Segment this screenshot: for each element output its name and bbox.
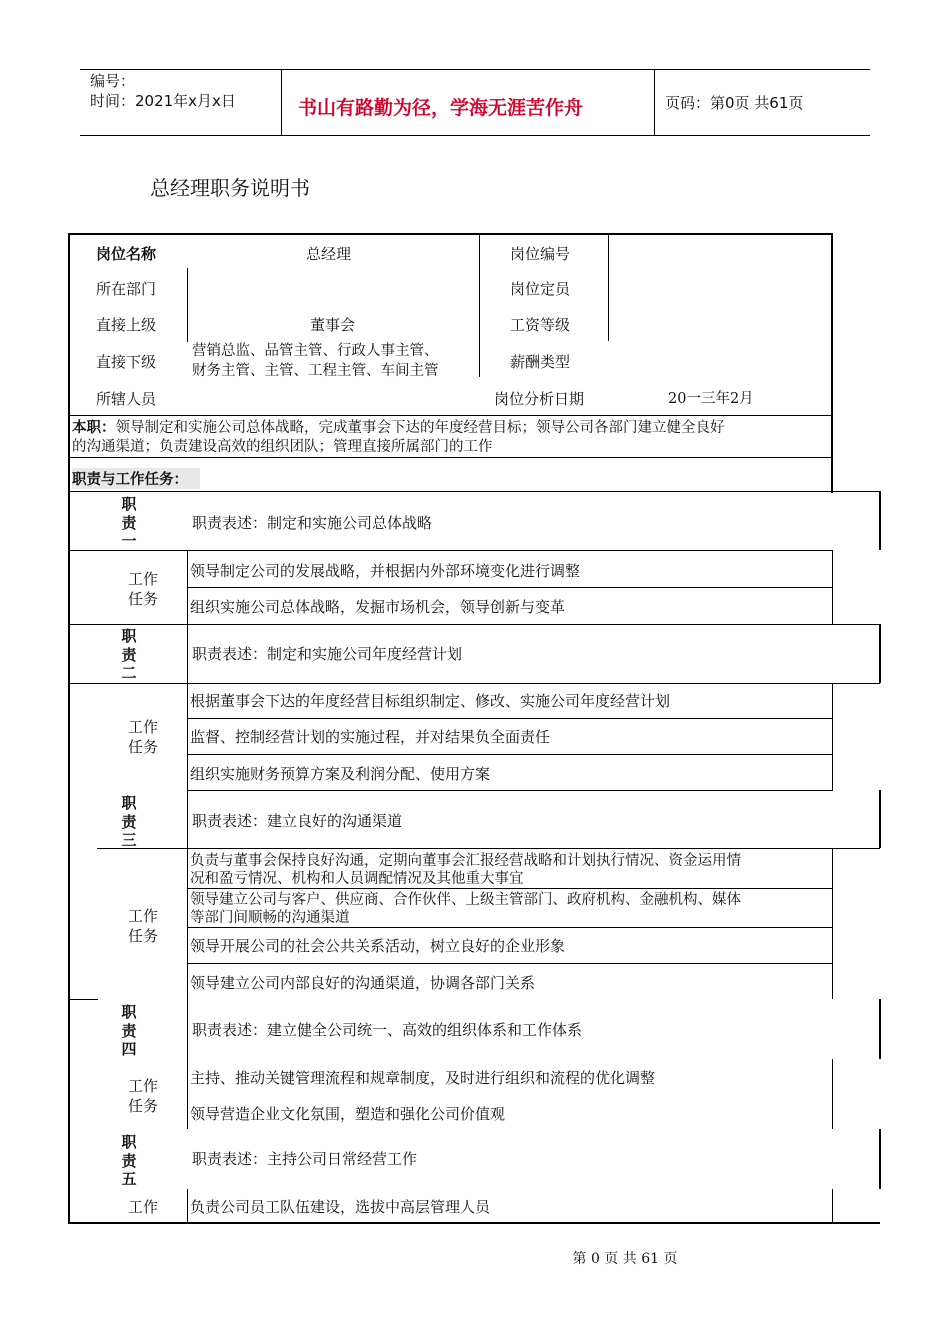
task-label: 工作 — [128, 907, 159, 925]
duty-char: 三 — [121, 831, 137, 849]
duty-char: 二 — [121, 664, 137, 682]
duty-2-task-1: 根据董事会下达的年度经营目标组织制定、修改、实施公司年度经营计划 — [190, 692, 671, 710]
duty-4-desc: 职责表述：建立健全公司统一、高效的组织体系和工作体系 — [192, 1021, 583, 1039]
subordinate-label: 直接下级 — [96, 353, 157, 371]
analysis-date-value: 20一三年2月 — [668, 391, 754, 407]
row-rule-stub — [68, 999, 98, 1000]
duty-char: 一 — [121, 532, 137, 550]
duty-2-task-2: 监督、控制经营计划的实施过程，并对结果负全面责任 — [190, 728, 551, 746]
duty-3-task-2-line1: 领导建立公司与客户、供应商、合作伙伴、上级主管部门、政府机构、金融机构、媒体 — [190, 892, 741, 908]
page-indicator: 页码：第0页 共61页 — [665, 94, 804, 112]
pay-type-label: 薪酬类型 — [510, 353, 571, 371]
duty-4-task-2: 领导营造企业文化氛围，塑造和强化公司价值观 — [190, 1105, 506, 1123]
table-left-border — [68, 233, 70, 1224]
desc-col-divider — [187, 999, 188, 1059]
duty-char: 责 — [121, 812, 137, 831]
right-border-seg — [879, 790, 881, 848]
task-rule — [187, 790, 833, 791]
right-border-seg — [879, 999, 881, 1059]
header-bottom-rule — [80, 135, 870, 136]
duty-char: 职 — [121, 1133, 137, 1151]
duty-char: 职 — [121, 495, 137, 513]
duty-char: 职 — [121, 1003, 137, 1021]
duty-char: 五 — [121, 1170, 137, 1188]
duty-char: 四 — [121, 1040, 137, 1058]
duty-4-label — [118, 1003, 140, 1059]
subordinate-value-line1: 营销总监、品管主管、行政人事主管、 — [192, 343, 439, 359]
task-rule — [187, 888, 833, 889]
post-no-label: 岗位编号 — [510, 245, 571, 263]
duties-heading-rule — [68, 491, 880, 492]
task-rule — [187, 718, 833, 719]
duty-5-desc: 职责表述：主持公司日常经营工作 — [192, 1150, 418, 1168]
doc-number-label: 编号： — [90, 72, 136, 90]
task-label: 工作 — [128, 570, 159, 588]
duty-summary-label: 本职： — [72, 420, 116, 436]
summary-bottom-rule — [68, 457, 833, 458]
desc-col-divider — [187, 790, 188, 848]
duties-heading: 职责与工作任务： — [72, 468, 200, 489]
task-rule — [187, 927, 833, 928]
duty-3-task-4: 领导建立公司内部良好的沟通渠道，协调各部门关系 — [190, 974, 536, 992]
page-footer: 第 0 页 共 61 页 — [572, 1251, 678, 1267]
task-right-border — [832, 683, 833, 790]
table-right-border — [831, 233, 833, 493]
duty-char: 职 — [121, 627, 137, 645]
grade-label: 工资等级 — [510, 316, 571, 334]
task-col-divider — [187, 848, 188, 999]
task-rule — [187, 587, 833, 588]
duty-3-task-1-line2: 况和盈亏情况、机构和人员调配情况及其他重大事宜 — [190, 871, 524, 887]
info-col-divider — [479, 233, 480, 377]
subordinate-value-line2: 财务主管、主管、工程主管、车间主管 — [192, 363, 439, 379]
task-label: 任务 — [128, 590, 159, 608]
task-right-border — [832, 848, 833, 999]
task-label: 任务 — [128, 738, 159, 756]
duty-1-desc: 职责表述：制定和实施公司总体战略 — [192, 514, 433, 532]
post-name-label: 岗位名称 — [96, 245, 157, 263]
task-label: 工作 — [128, 718, 159, 736]
task-right-border — [832, 1189, 833, 1223]
duty-summary-line1 — [72, 419, 725, 437]
right-border-seg — [879, 624, 881, 683]
info-col-divider — [187, 268, 188, 342]
analysis-date-label: 岗位分析日期 — [494, 390, 585, 408]
header-top-rule — [80, 69, 870, 70]
duty-1-label — [118, 495, 140, 551]
row-rule — [97, 848, 880, 849]
duty-5-label — [118, 1133, 140, 1189]
duty-summary-line2: 的沟通渠道；负责建设高效的组织团队；管理直接所属部门的工作 — [72, 439, 493, 455]
quota-label: 岗位定员 — [510, 280, 571, 298]
task-rule — [187, 963, 833, 964]
task-label: 任务 — [128, 1097, 159, 1115]
motto: 书山有路勤为径，学海无涯苦作舟 — [298, 97, 584, 119]
doc-date: 时间：2021年x月x日 — [90, 92, 236, 110]
info-col-divider — [608, 233, 609, 341]
table-top-border — [68, 233, 833, 235]
duty-3-task-2-line2: 等部门间顺畅的沟通渠道 — [190, 910, 350, 926]
right-border-seg — [879, 1129, 881, 1189]
duty-3-task-3: 领导开展公司的社会公共关系活动，树立良好的企业形象 — [190, 937, 566, 955]
duty-5-task-1: 负责公司员工队伍建设，选拔中高层管理人员 — [190, 1198, 491, 1216]
superior-value: 董事会 — [310, 316, 356, 334]
post-name-value: 总经理 — [306, 245, 352, 263]
superior-label: 直接上级 — [96, 316, 157, 334]
task-label: 工作 — [128, 1077, 159, 1095]
table-bottom-border — [68, 1222, 880, 1224]
right-border-seg — [879, 491, 881, 550]
duty-summary-text: 领导制定和实施公司总体战略，完成董事会下达的年度经营目标；领导公司各部门建立健全良好 — [115, 420, 725, 436]
task-label: 工作 — [128, 1198, 159, 1216]
duty-3-label — [118, 794, 140, 850]
duty-char: 责 — [121, 1151, 137, 1170]
header-divider — [281, 69, 282, 135]
duty-2-task-3: 组织实施财务预算方案及利润分配、使用方案 — [190, 765, 491, 783]
desc-col-divider — [187, 624, 188, 683]
task-rule — [187, 754, 833, 755]
duty-char: 职 — [121, 794, 137, 812]
duty-1-task-2: 组织实施公司总体战略，发掘市场机会，领导创新与变革 — [190, 598, 566, 616]
dept-label: 所在部门 — [96, 280, 157, 298]
task-col-divider — [187, 1189, 188, 1223]
info-bottom-rule — [68, 415, 833, 416]
duty-char: 责 — [121, 645, 137, 664]
duty-char: 责 — [121, 1021, 137, 1040]
task-col-divider — [187, 683, 188, 790]
row-rule — [68, 683, 880, 684]
header-divider — [654, 69, 655, 135]
row-rule — [68, 624, 880, 625]
duty-2-desc: 职责表述：制定和实施公司年度经营计划 — [192, 645, 463, 663]
duty-1-task-1: 领导制定公司的发展战略，并根据内外部环境变化进行调整 — [190, 562, 581, 580]
document-title: 总经理职务说明书 — [150, 176, 310, 200]
staff-label: 所辖人员 — [96, 390, 157, 408]
duty-4-task-1: 主持、推动关键管理流程和规章制度，及时进行组织和流程的优化调整 — [190, 1069, 656, 1087]
duty-3-desc: 职责表述：建立良好的沟通渠道 — [192, 812, 403, 830]
task-right-border — [832, 1059, 833, 1129]
task-col-divider — [187, 1059, 188, 1129]
duty-3-task-1-line1: 负责与董事会保持良好沟通，定期向董事会汇报经营战略和计划执行情况、资金运用情 — [190, 853, 741, 869]
duty-char: 责 — [121, 513, 137, 532]
task-label: 任务 — [128, 927, 159, 945]
duty-2-label — [118, 627, 140, 683]
row-rule — [68, 550, 833, 551]
